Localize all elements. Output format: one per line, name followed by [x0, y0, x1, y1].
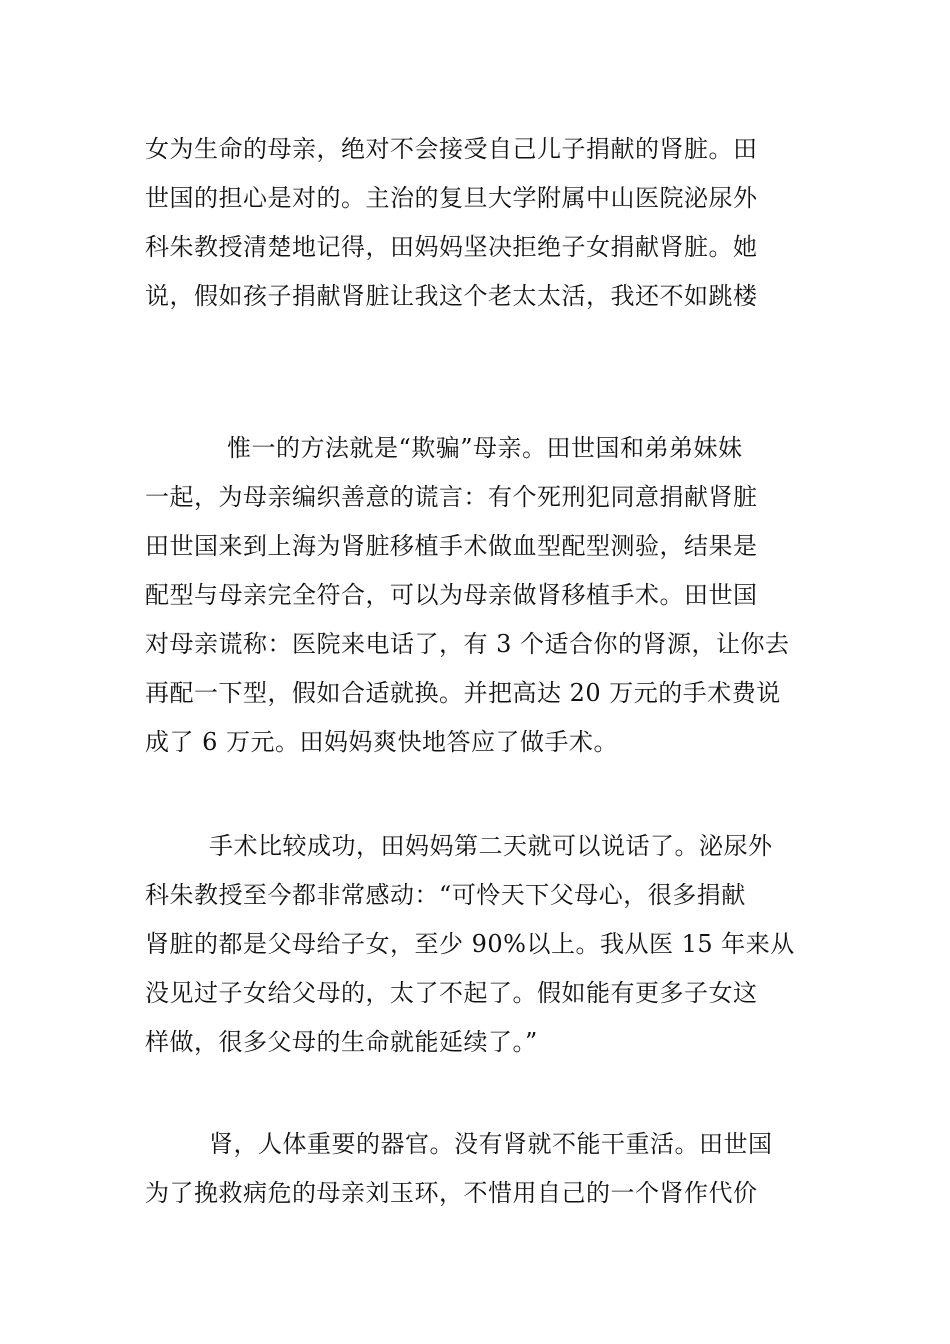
text-line: 配型与母亲完全符合，可以为母亲做肾移植手术。田世国 [145, 581, 758, 609]
text-line: 成了 6 万元。田妈妈爽快地答应了做手术。 [145, 728, 619, 756]
text-line: 再配一下型，假如合适就换。并把高达 20 万元的手术费说 [145, 679, 781, 707]
text-line: 田世国来到上海为肾脏移植手术做血型配型测验，结果是 [145, 532, 758, 560]
text-line: 一起，为母亲编织善意的谎言：有个死刑犯同意捐献肾脏 [145, 483, 758, 511]
text-line: 世国的担心是对的。主治的复旦大学附属中山医院泌尿外 [145, 184, 758, 212]
paragraph-4 [145, 1120, 815, 1218]
text-line: 肾，人体重要的器官。没有肾就不能干重活。田世国 [209, 1130, 773, 1158]
text-line: 女为生命的母亲，绝对不会接受自己儿子捐献的肾脏。田 [145, 135, 758, 163]
text-line: 科朱教授清楚地记得，田妈妈坚决拒绝子女捐献肾脏。她 [145, 233, 758, 261]
paragraph-3 [145, 822, 815, 1067]
text-line: 为了挽救病危的母亲刘玉环，不惜用自己的一个肾作代价 [145, 1179, 758, 1207]
paragraph-2 [145, 424, 815, 767]
paragraph-1 [145, 125, 815, 321]
text-line: 肾脏的都是父母给子女，至少 90%以上。我从医 15 年来从 [145, 930, 795, 958]
text-line: 样做，很多父母的生命就能延续了。” [145, 1028, 538, 1056]
text-line: 手术比较成功，田妈妈第二天就可以说话了。泌尿外 [209, 832, 773, 860]
text-line: 没见过子女给父母的，太了不起了。假如能有更多子女这 [145, 979, 758, 1007]
text-line: 说，假如孩子捐献肾脏让我这个老太太活，我还不如跳楼 [145, 282, 758, 310]
text-line: 惟一的方法就是“欺骗”母亲。田世国和弟弟妹妹 [227, 434, 743, 462]
text-line: 对母亲谎称：医院来电话了，有 3 个适合你的肾源，让你去 [145, 630, 790, 658]
text-line: 科朱教授至今都非常感动：“可怜天下父母心，很多捐献 [145, 881, 746, 909]
